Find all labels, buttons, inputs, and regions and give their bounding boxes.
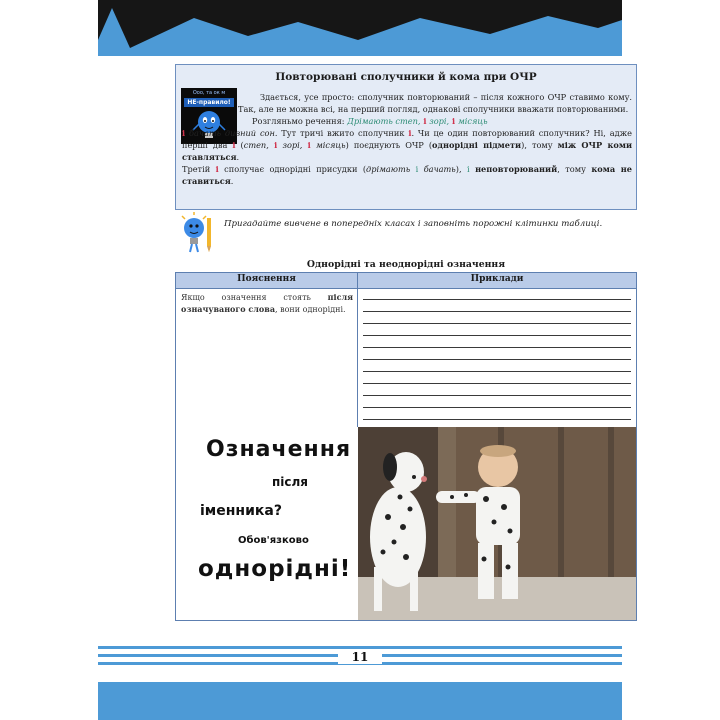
conjunction: і [232,140,236,150]
lightbulb-pencil-icon [181,212,213,254]
badge-label: НЕ-правило! [184,98,234,107]
bold-term: після означуваного слова [181,292,353,314]
conjunction: і [449,116,458,126]
answer-line[interactable] [363,335,631,336]
conjunction: і [467,164,470,174]
explanation-cell [181,292,353,315]
bold-term: між ОЧР коми ставляться [182,140,633,162]
column-header-examples: Приклади [470,274,524,284]
answer-line[interactable] [363,347,631,348]
column-header-explanation: Пояснення [237,274,296,284]
conjunction: і [420,116,430,126]
example-word: зорі, [282,140,303,150]
text-span: , тому [557,164,592,174]
bold-term: однорідні підмети [432,140,522,150]
header-band [98,0,622,56]
answer-line[interactable] [363,311,631,312]
text-span: сполучає однорідні присудки ( [218,164,367,174]
dalmatian-and-baby-photo [358,427,636,620]
answer-line[interactable] [363,383,631,384]
task-instruction: Пригадайте вивчене в попередніх класах і заповніть порожні клітинки таблиці. [224,219,603,229]
text-span: Якщо означення стоять [181,293,328,302]
answer-line[interactable] [363,395,631,396]
rule-title: Повторювані сполучники й кома при ОЧР [275,71,537,83]
table-title: Однорідні та неоднорідні означення [306,259,506,270]
conjunction: і [182,128,186,138]
example-word: зорі, [429,116,450,126]
page-number: 11 [338,650,382,664]
conjunction: і [408,128,412,138]
text-span: . Чи це один повторюваний сполучник? Ні, адже перші два [182,128,632,150]
table-header [176,273,636,289]
meme-poster [176,427,636,620]
poster-line-2: після [272,475,309,489]
answer-line[interactable] [363,371,631,372]
text-span: ), [455,164,467,174]
text-span: Тут тричі вжито сполучник [277,128,409,138]
answer-line[interactable] [363,407,631,408]
bold-term: неповторюваний [475,164,558,174]
text-span: Розгляньмо речення: [252,116,348,126]
rule-info-box [175,64,637,210]
conjunction: і [302,140,317,150]
text-span: , вони однорідні. [275,304,346,314]
definitions-table [175,272,637,621]
rule-paragraph-2-continued [182,127,632,163]
poster-line-3: іменника? [200,503,282,519]
rule-paragraph-2 [238,115,632,127]
example-word: степ, [243,140,269,150]
conjunction: і [410,164,424,174]
answer-line[interactable] [363,323,631,324]
example-word: дрімають [366,164,411,174]
badge-caption: Ооо, та ок м [192,90,226,96]
answer-line[interactable] [363,299,631,300]
rule-paragraph-3 [182,163,632,187]
bold-term: кома не ставиться [182,164,633,186]
text-span: Третій [182,164,216,174]
text-span: ( [235,140,244,150]
rule-text [182,91,632,187]
answer-line[interactable] [363,359,631,360]
poster-line-1: Означення [206,437,352,462]
example-word: бачать [423,164,456,174]
poster-line-5: однорідні! [198,556,352,582]
text-span: ) поєднують ОЧР ( [345,140,433,150]
example-word: місяць [316,140,346,150]
poster-line-4: Обов'язково [238,535,309,546]
textbook-page [98,0,633,720]
conjunction: і [268,140,283,150]
rule-paragraph-1 [238,91,632,115]
answer-line[interactable] [363,419,631,420]
example-word: бачать дивний сон. [185,128,278,138]
example-word: Дрімають степ, [347,116,421,126]
column-divider [357,273,358,427]
text-span: ), тому [521,140,558,150]
example-word: місяць [457,116,488,126]
conjunction: і [215,164,219,174]
rule-paragraph-1-text: Здається, усе просто: сполучник повторюваний – після кожного ОЧР ставимо кому. Так, але не можна всі, на перший погляд, однакові сполучники вважати повторюваними. [238,92,632,114]
text-span: . [230,176,234,186]
text-span: . [236,152,240,162]
footer-band [98,682,622,720]
